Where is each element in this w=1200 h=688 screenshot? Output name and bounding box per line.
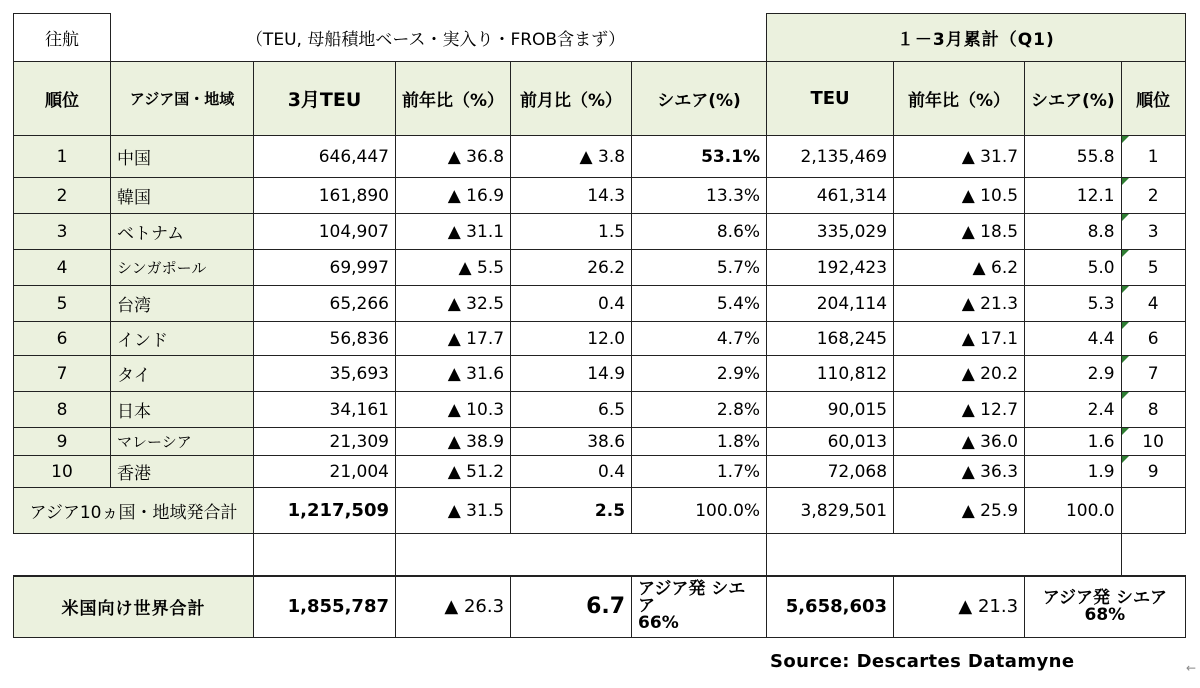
world-total-teu: 1,855,787 bbox=[254, 576, 396, 638]
col-q1-rank: 順位 bbox=[1121, 62, 1185, 136]
row-rank: 4 bbox=[14, 250, 111, 286]
table-row bbox=[14, 428, 1186, 456]
q1-title: １－3月累計（Q1) bbox=[767, 14, 1186, 62]
row-share: 1.7% bbox=[632, 456, 767, 488]
table-row bbox=[14, 356, 1186, 392]
row-rank: 9 bbox=[14, 428, 111, 456]
row-mom: ▲ 3.8 bbox=[511, 136, 632, 178]
world-total-label: 米国向け世界合計 bbox=[14, 576, 254, 638]
asia-total-share: 100.0% bbox=[632, 488, 767, 534]
row-teu: 104,907 bbox=[254, 214, 396, 250]
row-rank: 10 bbox=[14, 456, 111, 488]
asia-total-q1-yoy: ▲ 25.9 bbox=[894, 488, 1025, 534]
row-teu: 65,266 bbox=[254, 286, 396, 322]
row-q1-yoy: ▲ 12.7 bbox=[894, 392, 1025, 428]
row-name: シンガポール bbox=[111, 250, 254, 286]
row-q1-share: 4.4 bbox=[1025, 322, 1122, 356]
world-q1-share-note bbox=[1025, 576, 1186, 638]
asia-total-yoy: ▲ 31.5 bbox=[396, 488, 511, 534]
col-region: アジア国・地域 bbox=[111, 62, 254, 136]
row-yoy: ▲ 16.9 bbox=[396, 178, 511, 214]
row-share: 53.1% bbox=[632, 136, 767, 178]
row-mom: 14.9 bbox=[511, 356, 632, 392]
row-name: 韓国 bbox=[111, 178, 254, 214]
row-mom: 6.5 bbox=[511, 392, 632, 428]
world-share-note-line2: 66% bbox=[638, 613, 679, 634]
table-row bbox=[14, 214, 1186, 250]
row-q1-share: 5.0 bbox=[1025, 250, 1122, 286]
row-mom: 38.6 bbox=[511, 428, 632, 456]
row-yoy: ▲ 32.5 bbox=[396, 286, 511, 322]
row-q1-yoy: ▲ 36.3 bbox=[894, 456, 1025, 488]
row-yoy: ▲ 51.2 bbox=[396, 456, 511, 488]
row-q1-yoy: ▲ 36.0 bbox=[894, 428, 1025, 456]
row-q1-teu: 90,015 bbox=[767, 392, 894, 428]
asia-total-q1-share: 100.0 bbox=[1025, 488, 1122, 534]
row-q1-share: 1.6 bbox=[1025, 428, 1122, 456]
row-teu: 646,447 bbox=[254, 136, 396, 178]
asia-total-q1-rank-empty bbox=[1121, 488, 1185, 534]
asia-total-mom: 2.5 bbox=[511, 488, 632, 534]
row-rank: 7 bbox=[14, 356, 111, 392]
asia-total-q1-teu: 3,829,501 bbox=[767, 488, 894, 534]
row-teu: 21,309 bbox=[254, 428, 396, 456]
row-rank: 2 bbox=[14, 178, 111, 214]
spacer-cell bbox=[254, 534, 396, 576]
row-rank: 8 bbox=[14, 392, 111, 428]
header-row bbox=[14, 62, 1186, 136]
row-q1-yoy: ▲ 6.2 bbox=[894, 250, 1025, 286]
unit-note: （TEU, 母船積地ベース・実入り・FROB含まず） bbox=[111, 14, 767, 62]
row-rank: 5 bbox=[14, 286, 111, 322]
row-q1-share: 2.4 bbox=[1025, 392, 1122, 428]
row-q1-yoy: ▲ 20.2 bbox=[894, 356, 1025, 392]
world-total-mom: 6.7 bbox=[511, 576, 632, 638]
teu-table bbox=[13, 13, 1186, 638]
table-row bbox=[14, 178, 1186, 214]
table-row bbox=[14, 322, 1186, 356]
row-share: 4.7% bbox=[632, 322, 767, 356]
row-q1-rank: 9 bbox=[1121, 456, 1185, 488]
row-name: 中国 bbox=[111, 136, 254, 178]
col-q1-teu: TEU bbox=[767, 62, 894, 136]
row-mom: 0.4 bbox=[511, 286, 632, 322]
row-q1-rank: 4 bbox=[1121, 286, 1185, 322]
asia-total-label: アジア10ヵ国・地域発合計 bbox=[14, 488, 254, 534]
row-name: タイ bbox=[111, 356, 254, 392]
row-q1-yoy: ▲ 31.7 bbox=[894, 136, 1025, 178]
table-row bbox=[14, 136, 1186, 178]
row-q1-rank: 3 bbox=[1121, 214, 1185, 250]
row-q1-yoy: ▲ 17.1 bbox=[894, 322, 1025, 356]
row-q1-yoy: ▲ 21.3 bbox=[894, 286, 1025, 322]
direction-label: 往航 bbox=[14, 14, 111, 62]
spacer-cell bbox=[396, 534, 767, 576]
row-name: 日本 bbox=[111, 392, 254, 428]
row-share: 5.7% bbox=[632, 250, 767, 286]
table-row bbox=[14, 392, 1186, 428]
row-q1-teu: 2,135,469 bbox=[767, 136, 894, 178]
row-yoy: ▲ 10.3 bbox=[396, 392, 511, 428]
row-q1-share: 55.8 bbox=[1025, 136, 1122, 178]
row-rank: 6 bbox=[14, 322, 111, 356]
row-teu: 34,161 bbox=[254, 392, 396, 428]
row-share: 1.8% bbox=[632, 428, 767, 456]
row-q1-teu: 60,013 bbox=[767, 428, 894, 456]
row-yoy: ▲ 38.9 bbox=[396, 428, 511, 456]
world-total-q1-teu: 5,658,603 bbox=[767, 576, 894, 638]
row-yoy: ▲ 36.8 bbox=[396, 136, 511, 178]
row-q1-rank: 7 bbox=[1121, 356, 1185, 392]
row-q1-rank: 6 bbox=[1121, 322, 1185, 356]
col-yoy: 前年比（%） bbox=[396, 62, 511, 136]
row-name: インド bbox=[111, 322, 254, 356]
row-rank: 1 bbox=[14, 136, 111, 178]
row-q1-teu: 192,423 bbox=[767, 250, 894, 286]
row-q1-teu: 335,029 bbox=[767, 214, 894, 250]
spacer-row bbox=[14, 534, 1186, 576]
col-rank: 順位 bbox=[14, 62, 111, 136]
row-name: 香港 bbox=[111, 456, 254, 488]
spacer-cell bbox=[14, 534, 254, 576]
row-name: 台湾 bbox=[111, 286, 254, 322]
world-total-q1-yoy: ▲ 21.3 bbox=[894, 576, 1025, 638]
world-q1-share-note-line1: アジア発 シエア bbox=[1042, 587, 1167, 608]
row-q1-teu: 72,068 bbox=[767, 456, 894, 488]
world-total-yoy: ▲ 26.3 bbox=[396, 576, 511, 638]
row-q1-share: 5.3 bbox=[1025, 286, 1122, 322]
row-q1-share: 1.9 bbox=[1025, 456, 1122, 488]
spacer-cell bbox=[767, 534, 1122, 576]
asia-total-teu: 1,217,509 bbox=[254, 488, 396, 534]
source-credit: Source: Descartes Datamyne bbox=[770, 651, 1075, 672]
row-yoy: ▲ 5.5 bbox=[396, 250, 511, 286]
col-q1-share: シエア(%) bbox=[1025, 62, 1122, 136]
row-q1-teu: 204,114 bbox=[767, 286, 894, 322]
row-share: 2.9% bbox=[632, 356, 767, 392]
row-name: マレーシア bbox=[111, 428, 254, 456]
row-yoy: ▲ 17.7 bbox=[396, 322, 511, 356]
row-name: ベトナム bbox=[111, 214, 254, 250]
row-mom: 1.5 bbox=[511, 214, 632, 250]
col-q1-yoy: 前年比（%） bbox=[894, 62, 1025, 136]
row-teu: 35,693 bbox=[254, 356, 396, 392]
title-row bbox=[14, 14, 1186, 62]
row-q1-yoy: ▲ 18.5 bbox=[894, 214, 1025, 250]
row-q1-rank: 2 bbox=[1121, 178, 1185, 214]
row-q1-rank: 8 bbox=[1121, 392, 1185, 428]
table-row bbox=[14, 250, 1186, 286]
col-mom: 前月比（%） bbox=[511, 62, 632, 136]
row-rank: 3 bbox=[14, 214, 111, 250]
row-mom: 26.2 bbox=[511, 250, 632, 286]
corner-arrow-icon: ← bbox=[1186, 661, 1197, 675]
table-row bbox=[14, 456, 1186, 488]
row-q1-teu: 110,812 bbox=[767, 356, 894, 392]
row-teu: 69,997 bbox=[254, 250, 396, 286]
row-mom: 14.3 bbox=[511, 178, 632, 214]
row-q1-teu: 461,314 bbox=[767, 178, 894, 214]
row-mom: 12.0 bbox=[511, 322, 632, 356]
world-share-note-line1: アジア発 シエア bbox=[638, 579, 746, 617]
row-share: 13.3% bbox=[632, 178, 767, 214]
asia-total-row bbox=[14, 488, 1186, 534]
col-march-teu: 3月TEU bbox=[254, 62, 396, 136]
world-q1-share-note-line2: 68% bbox=[1084, 604, 1126, 625]
row-q1-yoy: ▲ 10.5 bbox=[894, 178, 1025, 214]
col-share: シエア(%) bbox=[632, 62, 767, 136]
row-teu: 161,890 bbox=[254, 178, 396, 214]
row-q1-teu: 168,245 bbox=[767, 322, 894, 356]
row-share: 8.6% bbox=[632, 214, 767, 250]
row-q1-rank: 10 bbox=[1121, 428, 1185, 456]
row-share: 2.8% bbox=[632, 392, 767, 428]
row-share: 5.4% bbox=[632, 286, 767, 322]
row-teu: 56,836 bbox=[254, 322, 396, 356]
row-yoy: ▲ 31.1 bbox=[396, 214, 511, 250]
row-teu: 21,004 bbox=[254, 456, 396, 488]
row-yoy: ▲ 31.6 bbox=[396, 356, 511, 392]
row-q1-share: 8.8 bbox=[1025, 214, 1122, 250]
world-share-note bbox=[632, 576, 767, 638]
row-mom: 0.4 bbox=[511, 456, 632, 488]
row-q1-share: 2.9 bbox=[1025, 356, 1122, 392]
spacer-cell bbox=[1121, 534, 1185, 576]
row-q1-rank: 1 bbox=[1121, 136, 1185, 178]
row-q1-share: 12.1 bbox=[1025, 178, 1122, 214]
world-total-row bbox=[14, 576, 1186, 638]
table-row bbox=[14, 286, 1186, 322]
row-q1-rank: 5 bbox=[1121, 250, 1185, 286]
